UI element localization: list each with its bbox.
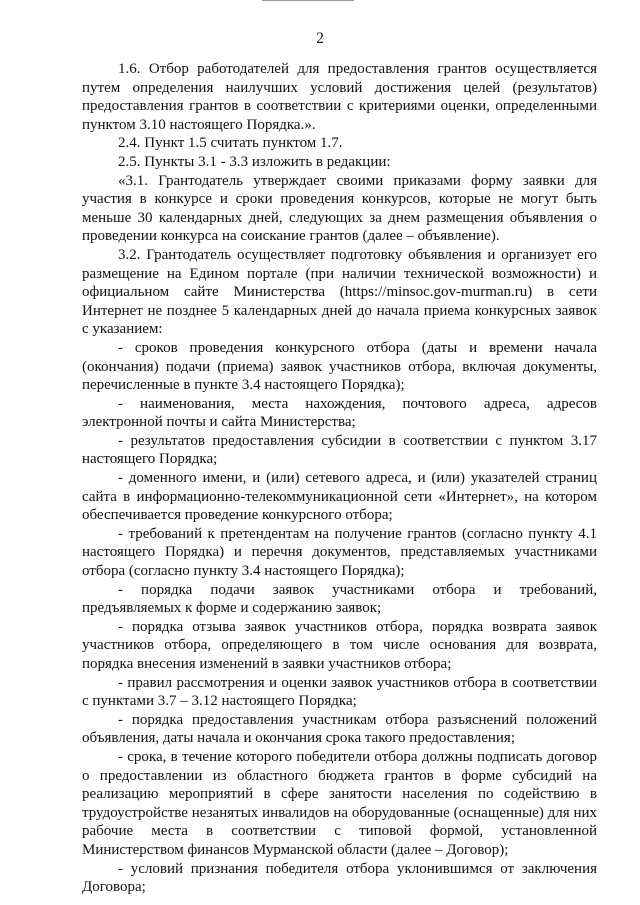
page-number: 2 [316, 30, 324, 47]
list-item-review-rules: - правил рассмотрения и оценки заявок участников отбора в соответствии с пунктами 3.7 – 3.12 настоящего Порядка; [82, 674, 597, 710]
list-item-results: - результатов предоставления субсидии в соответствии с пунктом 3.17 настоящего Порядка; [82, 432, 597, 468]
list-item-requirements: - требований к претендентам на получение грантов (согласно пункту 4.1 настоящего Порядка) и перечня документов, представляемых участниками отбора (согласно пункту 3.4 настоящего Порядка); [82, 525, 597, 580]
list-item-withdrawal: - порядка отзыва заявок участников отбора, порядка возврата заявок участников отбора, определяющего в том числе основания для возврата, порядка внесения изменений в заявки участников отбора; [82, 618, 597, 672]
document-body [82, 60, 597, 897]
list-item-contacts: - наименования, места нахождения, почтового адреса, адресов электронной почты и сайта Министерства; [82, 395, 597, 431]
paragraph-2-5: 2.5. Пункты 3.1 - 3.3 изложить в редакции: [118, 153, 391, 170]
paragraph-2-4: 2.4. Пункт 1.5 считать пунктом 1.7. [118, 135, 343, 152]
list-item-clarifications: - порядка предоставления участникам отбора разъяснений положений объявления, даты начала и окончания срока такого предоставления; [82, 711, 597, 747]
paragraph-3-2: 3.2. Грантодатель осуществляет подготовку объявления и организует его размещение на Едином портале (при наличии технической возможности) и официальном сайте Министерства (https://minsoc.gov-murman.ru) в сети Интернет не позднее 5 календарных дней до начала приема конкурсных заявок с указанием: [82, 246, 597, 338]
list-item-submission: - порядка подачи заявок участниками отбора и требований, предъявляемых к форме и содержанию заявок; [82, 581, 597, 617]
page-top-mark [262, 0, 354, 1]
list-item-deadlines: - сроков проведения конкурсного отбора (даты и времени начала (окончания) подачи (приема) заявок участников отбора, включая документы, перечисленные в пункте 3.4 настоящего Порядка); [82, 339, 597, 394]
paragraph-3-1: «3.1. Грантодатель утверждает своими приказами форму заявки для участия в конкурсе и сроки проведения конкурсов, которые не могут быть меньше 30 календарных дней, следующих за днем размещения объявления о проведении конкурса на соискание грантов (далее – объявление). [82, 172, 597, 245]
list-item-evasion: - условий признания победителя отбора уклонившимся от заключения Договора; [82, 860, 597, 896]
list-item-domain: - доменного имени, и (или) сетевого адреса, и (или) указателей страниц сайта в информационно-телекоммуникационной сети «Интернет», на котором обеспечивается проведение конкурсного отбора; [82, 470, 597, 524]
paragraph-1-6: 1.6. Отбор работодателей для предоставления грантов осуществляется путем определения наилучших условий достижения целей (результатов) предоставления грантов в соответствии с критериями оценки, определенными пунктом 3.10 настоящего Порядка.». [82, 61, 597, 133]
list-item-signing-deadline: - срока, в течение которого победители отбора должны подписать договор о предоставлении из областного бюджета грантов в форме субсидий на реализацию мероприятий в сфере занятости населения по содействию в трудоустройстве незанятых инвалидов на оборудованные (оснащенные) для них рабочие места в соответствии с типовой формой, установленной Министерством финансов Мурманской области (далее – Договор); [82, 748, 597, 858]
